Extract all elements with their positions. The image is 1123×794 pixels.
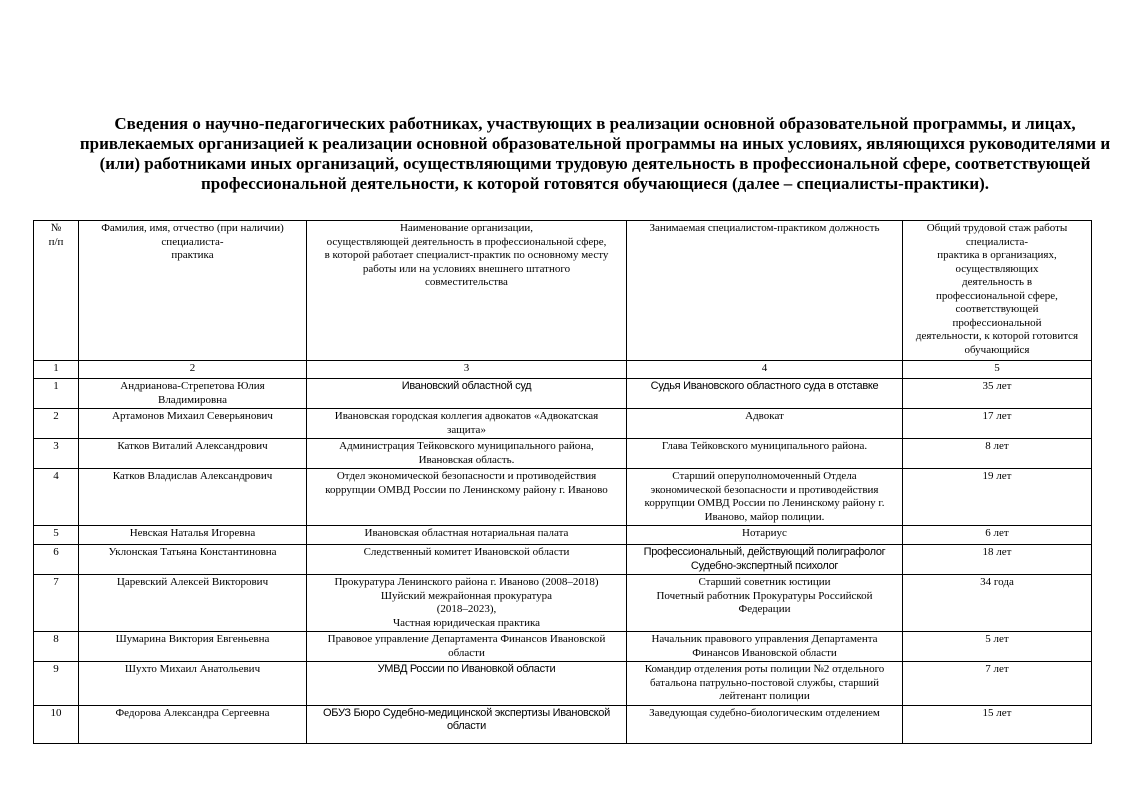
position: Начальник правового управления Департамента Финансов Ивановской области — [627, 632, 903, 662]
experience: 35 лет — [903, 379, 1092, 409]
table-row — [34, 545, 1092, 575]
table-header-row — [34, 221, 1092, 361]
specialist-name: Федорова Александра Сергеевна — [79, 705, 307, 743]
row-number: 8 — [34, 632, 79, 662]
row-number: 4 — [34, 469, 79, 526]
header-position: Занимаемая специалистом-практиком должность — [627, 221, 903, 361]
header-organization: Наименование организации, осуществляющей деятельность в профессиональной сфере, в которой работает специалист-практик по основному месту работы или на условиях внешнего штатного совместительства — [307, 221, 627, 361]
experience: 18 лет — [903, 545, 1092, 575]
column-number-row — [34, 361, 1092, 379]
position: Старший оперуполномоченный Отдела экономической безопасности и противодействия коррупции ОМВД России по Ленинскому району г. Иваново, майор полиции. — [627, 469, 903, 526]
specialist-name: Уклонская Татьяна Константиновна — [79, 545, 307, 575]
organization: Ивановская областная нотариальная палата — [307, 526, 627, 545]
row-number: 5 — [34, 526, 79, 545]
column-number: 2 — [79, 361, 307, 379]
organization: Ивановская городская коллегия адвокатов «Адвокатская защита» — [307, 409, 627, 439]
row-number: 1 — [34, 379, 79, 409]
table-row — [34, 632, 1092, 662]
position: Адвокат — [627, 409, 903, 439]
column-number: 5 — [903, 361, 1092, 379]
specialist-name: Катков Владислав Александрович — [79, 469, 307, 526]
position: Профессиональный, действующий полиграфолог Судебно-экспертный психолог — [627, 545, 903, 575]
position: Глава Тейковского муниципального района. — [627, 439, 903, 469]
page-title: Сведения о научно-педагогических работниках, участвующих в реализации основной образовательной программы, и лицах, привлекаемых организацией к реализации основной образовательной программы на иных условиях, являющихся руководителями и (или) работниками иных организаций, осуществляющими трудовую деятельность в профессиональной сфере, соответствующей профессиональной деятельности, к которой готовятся обучающиеся (далее – специалисты-практики). — [79, 114, 1111, 193]
table-row — [34, 575, 1092, 632]
row-number: 10 — [34, 705, 79, 743]
header-experience: Общий трудовой стаж работы специалиста- практика в организациях, осуществляющих деятельность в профессиональной сфере, соответствующей профессиональной деятельности, к которой готовится обучающийся — [903, 221, 1092, 361]
specialist-name: Невская Наталья Игоревна — [79, 526, 307, 545]
experience: 19 лет — [903, 469, 1092, 526]
column-number: 3 — [307, 361, 627, 379]
organization: Следственный комитет Ивановской области — [307, 545, 627, 575]
position: Нотариус — [627, 526, 903, 545]
organization: Ивановский областной суд — [307, 379, 627, 409]
organization: Администрация Тейковского муниципального района, Ивановская область. — [307, 439, 627, 469]
specialist-name: Шумарина Виктория Евгеньевна — [79, 632, 307, 662]
table-row — [34, 469, 1092, 526]
table-row — [34, 662, 1092, 706]
table-row — [34, 439, 1092, 469]
position: Судья Ивановского областного суда в отставке — [627, 379, 903, 409]
column-number: 4 — [627, 361, 903, 379]
specialists-table — [33, 220, 1092, 744]
experience: 7 лет — [903, 662, 1092, 706]
row-number: 9 — [34, 662, 79, 706]
row-number: 3 — [34, 439, 79, 469]
experience: 34 года — [903, 575, 1092, 632]
table-row — [34, 409, 1092, 439]
position: Командир отделения роты полиции №2 отдельного батальона патрульно-постовой службы, старший лейтенант полиции — [627, 662, 903, 706]
row-number: 6 — [34, 545, 79, 575]
specialist-name: Шухто Михаил Анатольевич — [79, 662, 307, 706]
specialist-name: Царевский Алексей Викторович — [79, 575, 307, 632]
row-number: 7 — [34, 575, 79, 632]
column-number: 1 — [34, 361, 79, 379]
table-row — [34, 526, 1092, 545]
specialist-name: Андрианова-Стрепетова Юлия Владимировна — [79, 379, 307, 409]
organization: ОБУЗ Бюро Судебно-медицинской экспертизы Ивановской области — [307, 705, 627, 743]
organization: Прокуратура Ленинского района г. Иваново (2008–2018) Шуйский межрайонная прокуратура (2018–2023), Частная юридическая практика — [307, 575, 627, 632]
specialist-name: Катков Виталий Александрович — [79, 439, 307, 469]
experience: 8 лет — [903, 439, 1092, 469]
specialist-name: Артамонов Михаил Северьянович — [79, 409, 307, 439]
header-name: Фамилия, имя, отчество (при наличии) специалиста- практика — [79, 221, 307, 361]
experience: 15 лет — [903, 705, 1092, 743]
experience: 5 лет — [903, 632, 1092, 662]
experience: 17 лет — [903, 409, 1092, 439]
position: Старший советник юстиции Почетный работник Прокуратуры Российской Федерации — [627, 575, 903, 632]
experience: 6 лет — [903, 526, 1092, 545]
organization: Правовое управление Департамента Финансов Ивановской области — [307, 632, 627, 662]
table-row — [34, 705, 1092, 743]
position: Заведующая судебно-биологическим отделением — [627, 705, 903, 743]
organization: Отдел экономической безопасности и противодействия коррупции ОМВД России по Ленинскому району г. Иваново — [307, 469, 627, 526]
table-row — [34, 379, 1092, 409]
row-number: 2 — [34, 409, 79, 439]
organization: УМВД России по Ивановкой области — [307, 662, 627, 706]
header-num: № п/п — [34, 221, 79, 361]
